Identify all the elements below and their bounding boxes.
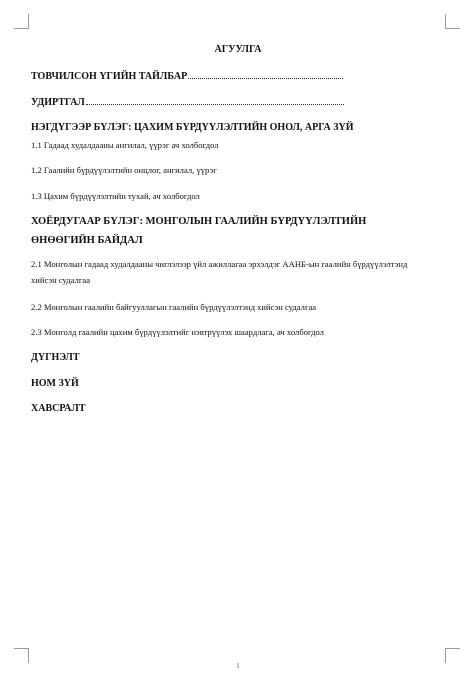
- dot-leader: [188, 70, 343, 79]
- chapter1-item-3: 1.3 Цахим бүрдүүлэлтийн тухай, ач холбогдол: [31, 191, 200, 201]
- chapter2-item-1: 2.1 Монголын гадаад худалдааны чиглэлээр үйл ажиллагаа эрхэлдэг ААНБ-ын гаалийн бүрдүүлэлтэнд хийсэн судалгаа: [31, 259, 408, 285]
- chapter2-item-2: 2.2 Монголын гаалийн байгууллагын гаалийн бүрдүүлэлтэнд хийсэн судалгаа: [31, 302, 317, 312]
- crop-mark-bottom-right: [445, 648, 460, 663]
- toc-entry-introduction-label: УДИРТГАЛ: [31, 97, 85, 108]
- toc-title: АГУУЛГА: [214, 44, 262, 55]
- toc-entry-references: НОМ ЗҮЙ: [31, 378, 79, 389]
- toc-entry-abbreviations: [31, 70, 343, 82]
- dot-leader: [86, 96, 344, 105]
- chapter1-item-1: 1.1 Гадаад худалдааны ангилал, үүрэг ач холбогдол: [31, 140, 219, 150]
- toc-entry-abbreviations-label: ТОВЧИЛСОН ҮГИЙН ТАЙЛБАР: [31, 71, 188, 82]
- toc-entry-conclusion: ДҮГНЭЛТ: [31, 352, 80, 363]
- crop-mark-bottom-left: [14, 648, 29, 663]
- chapter2-heading: ХОЁРДУГААР БҮЛЭГ: МОНГОЛЫН ГААЛИЙН БҮРДҮҮЛЭЛТИЙН ӨНӨӨГИЙН БАЙДАЛ: [31, 216, 367, 246]
- chapter1-heading: НЭГДҮГЭЭР БҮЛЭГ: ЦАХИМ БҮРДҮҮЛЭЛТИЙН ОНОЛ, АРГА ЗҮЙ: [31, 122, 354, 133]
- chapter1-item-2: 1.2 Гаалийн бүрдүүлэлтийн онцлог, ангилал, үүрэг: [31, 165, 217, 175]
- toc-entry-introduction: [31, 96, 344, 108]
- chapter2-item-3: 2.3 Монголд гаалийн цахим бүрдүүлэлтийг нэвтрүүлэх шаардлага, ач холбогдол: [31, 327, 324, 337]
- crop-mark-top-left: [14, 14, 29, 29]
- crop-mark-top-right: [445, 14, 460, 29]
- page-number: 1: [236, 662, 240, 670]
- toc-entry-appendix: ХАВСРАЛТ: [31, 403, 86, 414]
